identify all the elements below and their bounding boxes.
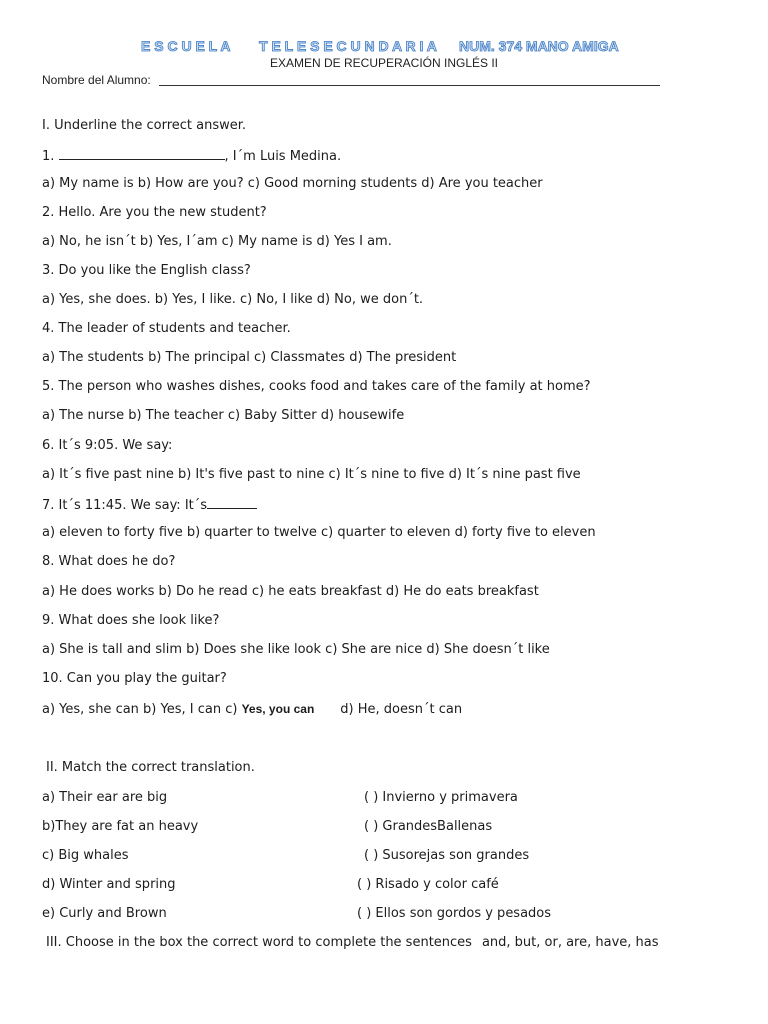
section3-instruction: III. Choose in the box the correct word to complete the sentences <box>46 935 472 950</box>
question-3: 3. Do you like the English class? <box>42 263 251 278</box>
question-6: 6. It´s 9:05. We say: <box>42 438 173 453</box>
question-10: 10. Can you play the guitar? <box>42 671 227 686</box>
match-left-d: d) Winter and spring <box>42 877 176 892</box>
school-header <box>0 38 768 56</box>
section3-title <box>46 935 659 951</box>
match-right-5[interactable]: ( ) Ellos son gordos y pesados <box>357 906 552 921</box>
section3-word-box: and, but, or, are, have, has <box>481 935 659 950</box>
student-name-label: Nombre del Alumno: <box>42 73 151 87</box>
match-right-2[interactable]: ( ) GrandesBallenas <box>364 819 493 834</box>
q1-number: 1. <box>42 149 55 164</box>
q7-blank[interactable] <box>207 496 257 509</box>
question-5: 5. The person who washes dishes, cooks food and takes care of the family at home? <box>42 379 591 394</box>
answers-5: a) The nurse b) The teacher c) Baby Sitter d) housewife <box>42 408 405 423</box>
answers-10-part2: d) He, doesn´t can <box>340 702 463 717</box>
question-4: 4. The leader of students and teacher. <box>42 321 291 336</box>
q1-text: , I´m Luis Medina. <box>224 149 342 164</box>
answers-9: a) She is tall and slim b) Does she like look c) She are nice d) She doesn´t like <box>42 642 550 657</box>
answers-8: a) He does works b) Do he read c) he eats breakfast d) He do eats breakfast <box>42 584 539 599</box>
student-name-line[interactable] <box>159 85 660 86</box>
answers-10-part1: a) Yes, she can b) Yes, I can c) <box>42 702 238 717</box>
match-left-e: e) Curly and Brown <box>42 906 167 921</box>
question-9: 9. What does she look like? <box>42 613 220 628</box>
answers-6: a) It´s five past nine b) It's five past to nine c) It´s nine to five d) It´s nine past five <box>42 467 581 482</box>
question-2: 2. Hello. Are you the new student? <box>42 205 267 220</box>
exam-title: EXAMEN DE RECUPERACIÓN INGLÉS II <box>269 56 499 70</box>
match-left-b: b)They are fat an heavy <box>42 819 199 834</box>
match-left-c: c) Big whales <box>42 848 129 863</box>
match-right-1[interactable]: ( ) Invierno y primavera <box>364 790 518 805</box>
question-7 <box>42 496 257 514</box>
question-1 <box>42 147 341 165</box>
school-word-telesecundaria: T E L E S E C U N D A R I A <box>259 38 437 54</box>
match-right-4[interactable]: ( ) Risado y color café <box>357 877 499 892</box>
match-right-3[interactable]: ( ) Susorejas son grandes <box>364 848 530 863</box>
answers-10 <box>42 701 462 718</box>
question-8: 8. What does he do? <box>42 554 176 569</box>
answers-10-option-c: Yes, you can <box>241 702 315 716</box>
answers-2: a) No, he isn´t b) Yes, I´am c) My name is d) Yes I am. <box>42 234 392 249</box>
answers-1: a) My name is b) How are you? c) Good morning students d) Are you teacher <box>42 176 543 191</box>
school-number: NUM. 374 MANO AMIGA <box>459 38 619 54</box>
answers-4: a) The students b) The principal c) Classmates d) The president <box>42 350 457 365</box>
section2-title: II. Match the correct translation. <box>46 760 255 775</box>
section1-title: I. Underline the correct answer. <box>42 118 247 133</box>
answers-3: a) Yes, she does. b) Yes, I like. c) No, I like d) No, we don´t. <box>42 292 424 307</box>
match-left-a: a) Their ear are big <box>42 790 168 805</box>
q7-text: 7. It´s 11:45. We say: It´s <box>42 498 208 513</box>
answers-7: a) eleven to forty five b) quarter to twelve c) quarter to eleven d) forty five to eleven <box>42 525 596 540</box>
school-word-escuela: E S C U E L A <box>141 38 231 54</box>
q1-blank[interactable] <box>59 147 225 160</box>
